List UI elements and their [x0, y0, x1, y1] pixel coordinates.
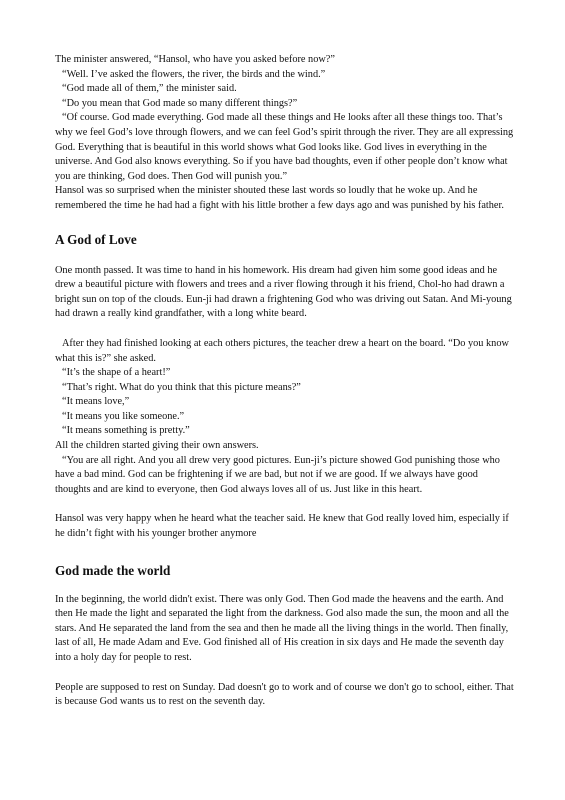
paragraph: In the beginning, the world didn't exist. There was only God. Then God made the heavens and the earth. And then He made the light and separated the light from the darkness. God also made the sun, the moon and all the stars. And He separated the land from the sea and then he made all the living things in the world. Then finally, last of all, He made Adam and Eve. God finished all of His creation in six days and He made the seventh day into a holy day for people to rest. — [55, 593, 509, 663]
dialogue-line: “It’s the shape of a heart!” — [62, 367, 171, 379]
paragraph: Hansol was so surprised when the minister shouted these last words so loudly that he woke up. And he remembered the time he had had a fight with his little brother a few days ago and was punished by his father. — [55, 185, 504, 211]
dialogue-line: “It means you like someone.” — [62, 410, 185, 422]
paragraph: “You are all right. And you all drew very good pictures. Eun-ji’s picture showed God punishing those who have a bad mind. God can be frightening if we are bad, but not if we are good. If we always have good thoughts and are kind to everyone, then God always loves all of us. Just like in this heart. — [55, 454, 500, 495]
paragraph: All the children started giving their own answers. — [55, 440, 259, 452]
dialogue-line: “It means something is pretty.” — [62, 425, 190, 437]
paragraph: Hansol was very happy when he heard what the teacher said. He knew that God really loved him, especially if he didn’t fight with his younger brother anymore — [55, 513, 509, 540]
section-heading: A God of Love — [55, 231, 137, 247]
dialogue-line: “Well. I’ve asked the flowers, the river, the birds and the wind.” — [62, 68, 326, 80]
dialogue-line: “It means love,” — [62, 396, 130, 408]
paragraph: People are supposed to rest on Sunday. Dad doesn't go to work and of course we don't go to school, either. That is because God wants us to rest on the seventh day. — [55, 681, 514, 708]
dialogue-line: “God made all of them,” the minister said. — [62, 83, 237, 95]
dialogue-line: “That’s right. What do you think that this picture means?” — [62, 381, 301, 393]
paragraph: The minister answered, “Hansol, who have you asked before now?” — [55, 54, 335, 65]
section-heading: God made the world — [55, 562, 171, 578]
paragraph: One month passed. It was time to hand in his homework. His dream had given him some good ideas and he drew a beautiful picture with flowers and trees and a river flowing through it his friend, Chol-ho had drawn a bright sun on top of the clouds. Eun-ji had drawn a frightening God who was driving out Satan. And Mi-young had drawn a really kind grandfather, with a long white beard. — [55, 264, 512, 320]
dialogue-paragraph: “Of course. God made everything. God made all these things and He looks after all these things too. That’s why we feel God’s love through flowers, and we can feel God’s spirit through the river. They are all expressing God. Everything that is beautiful in this world shows what God looks like. God lives in everything in the universe. And God also knows everything. So if you have bad thoughts, even if other people don’t know what you are thinking, God does. Then God will punish you.” — [55, 112, 514, 182]
dialogue-line: “Do you mean that God made so many different things?” — [62, 97, 298, 109]
paragraph: After they had finished looking at each others pictures, the teacher drew a heart on the board. “Do you know what this is?” she asked. — [55, 337, 509, 364]
